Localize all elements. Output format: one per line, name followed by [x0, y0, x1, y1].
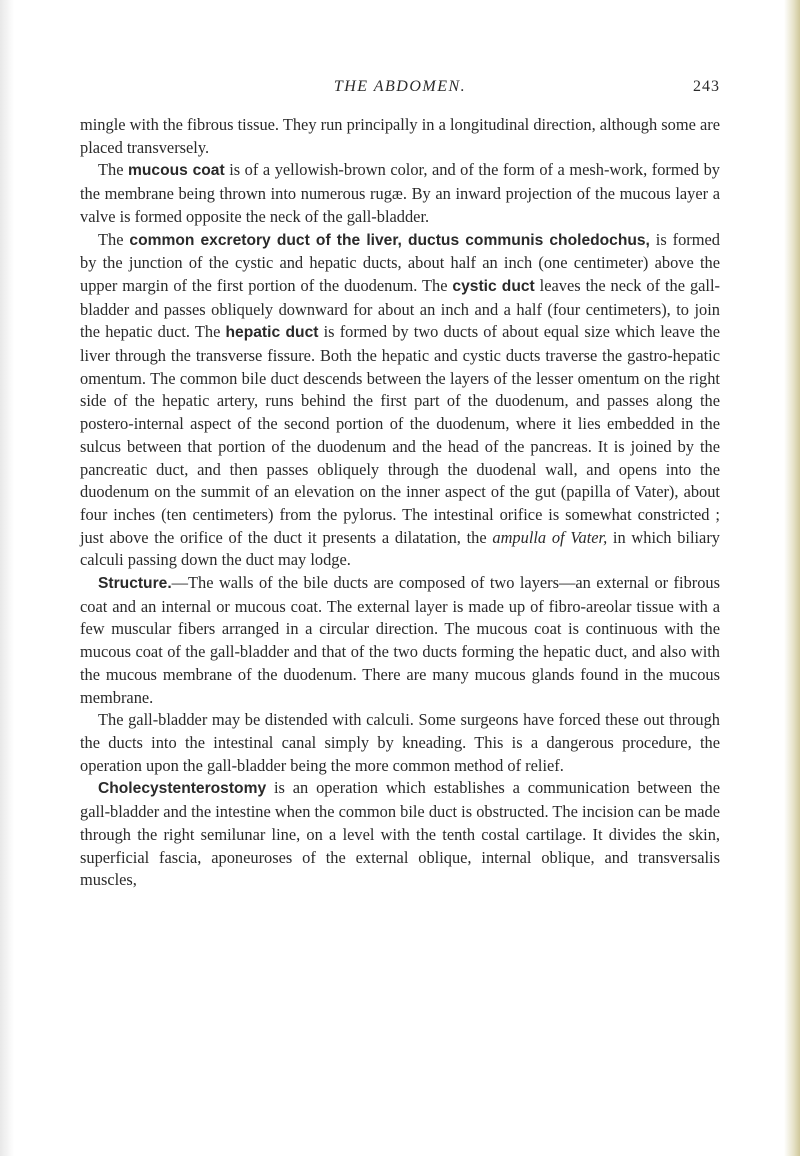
- paragraph: [80, 114, 720, 159]
- text-run: mingle with the fibrous tissue. They run principally in a longitudinal direction, although some are placed transversely.: [80, 115, 720, 157]
- page-number: 243: [693, 78, 720, 95]
- text-run: is of a yellowish-brown color, and of the form of a mesh-work, formed by the membrane being thrown into numerous rugæ. By an inward projection of the mucous layer a valve is formed opposite the neck of the gall-bladder.: [80, 160, 720, 226]
- body-text: [80, 114, 720, 892]
- bold-term: Structure.: [98, 575, 172, 593]
- text-run: in which biliary calculi passing down the duct may lodge.: [80, 527, 720, 570]
- page-edge-right: [784, 0, 800, 1156]
- paragraph: [80, 777, 720, 892]
- text-run: is formed by two ducts of about equal size which leave the liver through the transverse fissure. Both the hepatic and cystic ducts traverse the gastro-hepatic omentum. The common bile duct descends between the layers of the lesser omentum on the right side of the hepatic artery, runs behind the first part of the duodenum, and passes along the postero-internal aspect of the second portion of the duodenum, where it lies embedded in the sulcus between that portion of the duodenum and the head of the pancreas. It is joined by the pancreatic duct, and then passes obliquely through the duodenal wall, and opens into the duodenum on the summit of an elevation on the inner aspect of the gut (papilla of Vater), about four inches (ten centimeters) from the pylorus. The intestinal orifice is somewhat constricted ; just above the orifice of the duct it presents a dilatation, the: [80, 322, 721, 547]
- text-run: is formed by the junction of the cystic and hepatic ducts, about half an inch (one centimeter) above the upper margin of the first portion of the duodenum. The: [80, 229, 720, 295]
- running-head-title: THE ABDOMEN.: [333, 78, 467, 95]
- bold-term: common excretory duct of the liver, ductus communis choledochus,: [129, 231, 650, 249]
- text-run: is an operation which establishes a communication between the gall-bladder and the intestine when the common bile duct is obstructed. The incision can be made through the right semilunar line, on a level with the tenth costal cartilage. It divides the skin, superficial fascia, aponeuroses of the external oblique, internal oblique, and transversalis muscles,: [80, 778, 720, 890]
- paragraph: [80, 572, 720, 709]
- text-run: The: [98, 229, 130, 249]
- text-run: The: [98, 160, 129, 180]
- bold-term: mucous coat: [128, 162, 225, 180]
- book-page: [80, 0, 720, 1156]
- text-run: leaves the neck of the gall-bladder and passes obliquely downward for about an inch and a half (four centimeters), to join the hepatic duct. The: [80, 275, 720, 342]
- paragraph: [80, 159, 720, 228]
- running-head: [80, 78, 720, 102]
- text-run: The gall-bladder may be distended with calculi. Some surgeons have forced these out through the ducts into the intestinal canal simply by kneading. This is a dangerous procedure, the operation upon the gall-bladder being the more common method of relief.: [80, 710, 720, 775]
- italic-term: ampulla of Vater,: [492, 527, 608, 547]
- bold-term: hepatic duct: [225, 324, 319, 342]
- paragraph: [80, 229, 720, 573]
- paragraph: [80, 709, 720, 777]
- text-run: —The walls of the bile ducts are composed of two layers—an external or fibrous coat and an internal or mucous coat. The external layer is made up of fibro-areolar tissue with a few muscular fibers arranged in a circular direction. The mucous coat is continuous with the mucous coat of the gall-bladder and that of the two ducts forming the hepatic duct, and also with the mucous membrane of the duodenum. There are many mucous glands found in the mucous membrane.: [80, 573, 720, 707]
- page-edge-left: [0, 0, 14, 1156]
- bold-term: cystic duct: [452, 277, 535, 295]
- bold-term: Cholecystenterostomy: [98, 780, 267, 798]
